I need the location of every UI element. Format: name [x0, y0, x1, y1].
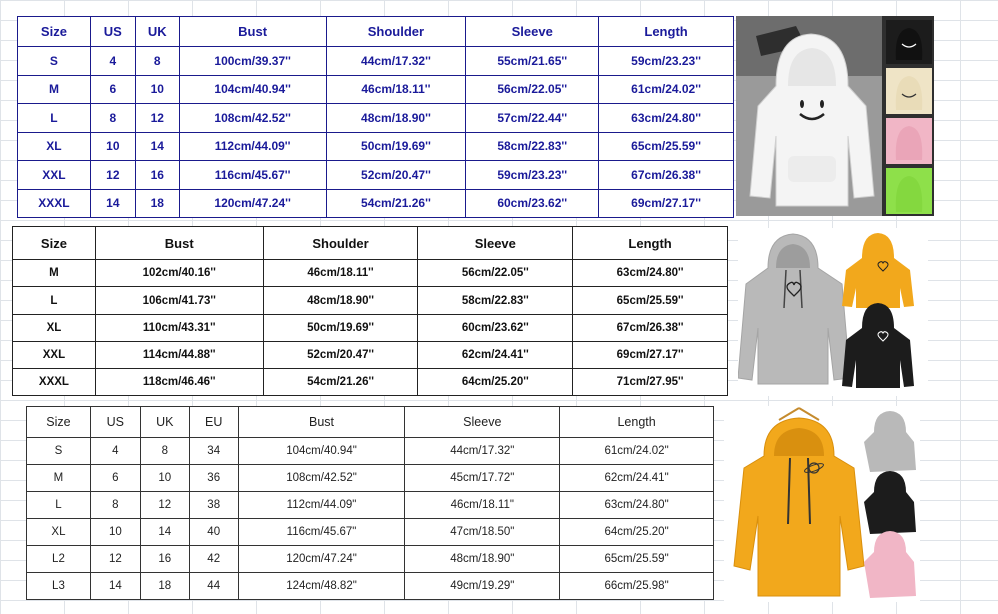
cell-bust: 102cm/40.16'' [95, 260, 263, 287]
cell-shoulder: 52cm/20.47'' [263, 341, 418, 368]
hoodie-illustration-3 [724, 406, 920, 602]
cell-length: 59cm/23.23'' [599, 47, 734, 75]
cell-eu: 36 [189, 465, 238, 492]
cell-shoulder: 50cm/19.69'' [263, 314, 418, 341]
table-row [27, 465, 714, 492]
header-shoulder: Shoulder [263, 227, 418, 260]
header-length: Length [560, 407, 714, 438]
cell-bust: 112cm/44.09" [238, 492, 405, 519]
cell-length: 67cm/26.38'' [599, 161, 734, 189]
cell-shoulder: 46cm/18.11'' [326, 75, 466, 103]
cell-length: 62cm/24.41" [560, 465, 714, 492]
cell-uk: 14 [140, 519, 189, 546]
cell-shoulder: 52cm/20.47'' [326, 161, 466, 189]
cell-eu: 38 [189, 492, 238, 519]
cell-length: 63cm/24.80'' [573, 260, 728, 287]
table-header-row [18, 17, 734, 47]
cell-sleeve: 44cm/17.32" [405, 438, 560, 465]
header-bust: Bust [179, 17, 326, 47]
cell-uk: 14 [135, 132, 179, 160]
cell-sleeve: 48cm/18.90" [405, 546, 560, 573]
cell-length: 65cm/25.59'' [573, 287, 728, 314]
cell-uk: 12 [140, 492, 189, 519]
cell-sleeve: 58cm/22.83'' [418, 287, 573, 314]
cell-sleeve: 62cm/24.41'' [418, 341, 573, 368]
header-size: Size [27, 407, 91, 438]
cell-size: M [13, 260, 96, 287]
cell-us: 8 [90, 492, 140, 519]
cell-size: S [27, 438, 91, 465]
header-length: Length [599, 17, 734, 47]
cell-size: XXXL [18, 189, 91, 217]
cell-us: 6 [90, 75, 135, 103]
cell-bust: 118cm/46.46'' [95, 368, 263, 395]
header-bust: Bust [95, 227, 263, 260]
cell-bust: 100cm/39.37'' [179, 47, 326, 75]
product-photo-heart-hoodies [738, 228, 928, 396]
cell-size: L3 [27, 572, 91, 599]
cell-uk: 12 [135, 104, 179, 132]
cell-size: XXXL [13, 368, 96, 395]
table-row [27, 572, 714, 599]
size-chart-table-3 [26, 406, 714, 600]
cell-uk: 18 [135, 189, 179, 217]
product-photo-planet-hoodies [724, 406, 920, 602]
cell-shoulder: 44cm/17.32'' [326, 47, 466, 75]
cell-length: 65cm/25.59'' [599, 132, 734, 160]
cell-us: 6 [90, 465, 140, 492]
cell-shoulder: 54cm/21.26'' [326, 189, 466, 217]
header-us: US [90, 17, 135, 47]
cell-us: 4 [90, 47, 135, 75]
table-row [27, 492, 714, 519]
cell-us: 12 [90, 161, 135, 189]
header-length: Length [573, 227, 728, 260]
size-chart-table-2 [12, 226, 728, 396]
cell-us: 10 [90, 132, 135, 160]
product-photo-smiley-hoodie [736, 16, 934, 216]
cell-length: 71cm/27.95'' [573, 368, 728, 395]
cell-length: 69cm/27.17'' [573, 341, 728, 368]
cell-size: M [27, 465, 91, 492]
cell-bust: 106cm/41.73'' [95, 287, 263, 314]
table-row [13, 341, 728, 368]
hoodie-illustration-1 [736, 16, 934, 216]
cell-bust: 120cm/47.24" [238, 546, 405, 573]
table-row [18, 104, 734, 132]
cell-shoulder: 50cm/19.69'' [326, 132, 466, 160]
cell-shoulder: 46cm/18.11'' [263, 260, 418, 287]
cell-us: 8 [90, 104, 135, 132]
cell-bust: 108cm/42.52'' [179, 104, 326, 132]
header-shoulder: Shoulder [326, 17, 466, 47]
header-uk: UK [135, 17, 179, 47]
cell-bust: 104cm/40.94" [238, 438, 405, 465]
cell-sleeve: 59cm/23.23'' [466, 161, 599, 189]
cell-sleeve: 58cm/22.83'' [466, 132, 599, 160]
table-header-row [13, 227, 728, 260]
header-size: Size [18, 17, 91, 47]
table-row [27, 438, 714, 465]
cell-bust: 104cm/40.94'' [179, 75, 326, 103]
table-row [13, 314, 728, 341]
cell-eu: 34 [189, 438, 238, 465]
cell-length: 61cm/24.02" [560, 438, 714, 465]
cell-bust: 108cm/42.52" [238, 465, 405, 492]
cell-bust: 124cm/48.82" [238, 572, 405, 599]
cell-uk: 16 [135, 161, 179, 189]
cell-size: XL [18, 132, 91, 160]
cell-length: 64cm/25.20" [560, 519, 714, 546]
cell-length: 67cm/26.38'' [573, 314, 728, 341]
cell-size: M [18, 75, 91, 103]
table-row [18, 161, 734, 189]
cell-us: 14 [90, 572, 140, 599]
cell-eu: 44 [189, 572, 238, 599]
cell-length: 63cm/24.80'' [599, 104, 734, 132]
cell-size: XL [27, 519, 91, 546]
header-size: Size [13, 227, 96, 260]
cell-uk: 10 [135, 75, 179, 103]
cell-bust: 116cm/45.67'' [179, 161, 326, 189]
header-us: US [90, 407, 140, 438]
table-row [13, 287, 728, 314]
table-row [18, 132, 734, 160]
table-row [13, 260, 728, 287]
cell-sleeve: 64cm/25.20'' [418, 368, 573, 395]
cell-sleeve: 57cm/22.44'' [466, 104, 599, 132]
cell-uk: 10 [140, 465, 189, 492]
cell-bust: 116cm/45.67" [238, 519, 405, 546]
header-eu: EU [189, 407, 238, 438]
cell-size: XXL [13, 341, 96, 368]
hoodie-illustration-2 [738, 228, 928, 396]
cell-sleeve: 60cm/23.62'' [418, 314, 573, 341]
cell-sleeve: 49cm/19.29" [405, 572, 560, 599]
cell-uk: 8 [140, 438, 189, 465]
table-header-row [27, 407, 714, 438]
cell-size: XXL [18, 161, 91, 189]
cell-uk: 8 [135, 47, 179, 75]
cell-sleeve: 56cm/22.05'' [466, 75, 599, 103]
cell-bust: 114cm/44.88'' [95, 341, 263, 368]
cell-size: L2 [27, 546, 91, 573]
table-row [27, 546, 714, 573]
cell-size: S [18, 47, 91, 75]
cell-eu: 40 [189, 519, 238, 546]
cell-bust: 112cm/44.09'' [179, 132, 326, 160]
cell-bust: 120cm/47.24'' [179, 189, 326, 217]
cell-length: 65cm/25.59" [560, 546, 714, 573]
cell-length: 63cm/24.80" [560, 492, 714, 519]
cell-us: 14 [90, 189, 135, 217]
cell-shoulder: 48cm/18.90'' [263, 287, 418, 314]
size-chart-table-1 [17, 16, 734, 218]
table-row [18, 75, 734, 103]
cell-sleeve: 60cm/23.62'' [466, 189, 599, 217]
cell-sleeve: 56cm/22.05'' [418, 260, 573, 287]
cell-sleeve: 45cm/17.72" [405, 465, 560, 492]
cell-uk: 18 [140, 572, 189, 599]
table-row [13, 368, 728, 395]
table-row [18, 47, 734, 75]
table-row [27, 519, 714, 546]
cell-length: 66cm/25.98" [560, 572, 714, 599]
cell-uk: 16 [140, 546, 189, 573]
cell-length: 69cm/27.17'' [599, 189, 734, 217]
cell-size: L [18, 104, 91, 132]
cell-us: 4 [90, 438, 140, 465]
header-uk: UK [140, 407, 189, 438]
header-sleeve: Sleeve [418, 227, 573, 260]
cell-size: L [27, 492, 91, 519]
cell-size: L [13, 287, 96, 314]
header-sleeve: Sleeve [405, 407, 560, 438]
cell-eu: 42 [189, 546, 238, 573]
cell-length: 61cm/24.02'' [599, 75, 734, 103]
table-row [18, 189, 734, 217]
cell-bust: 110cm/43.31'' [95, 314, 263, 341]
cell-sleeve: 46cm/18.11" [405, 492, 560, 519]
header-bust: Bust [238, 407, 405, 438]
header-sleeve: Sleeve [466, 17, 599, 47]
cell-sleeve: 47cm/18.50" [405, 519, 560, 546]
cell-size: XL [13, 314, 96, 341]
cell-us: 10 [90, 519, 140, 546]
cell-sleeve: 55cm/21.65'' [466, 47, 599, 75]
cell-shoulder: 54cm/21.26'' [263, 368, 418, 395]
cell-us: 12 [90, 546, 140, 573]
cell-shoulder: 48cm/18.90'' [326, 104, 466, 132]
